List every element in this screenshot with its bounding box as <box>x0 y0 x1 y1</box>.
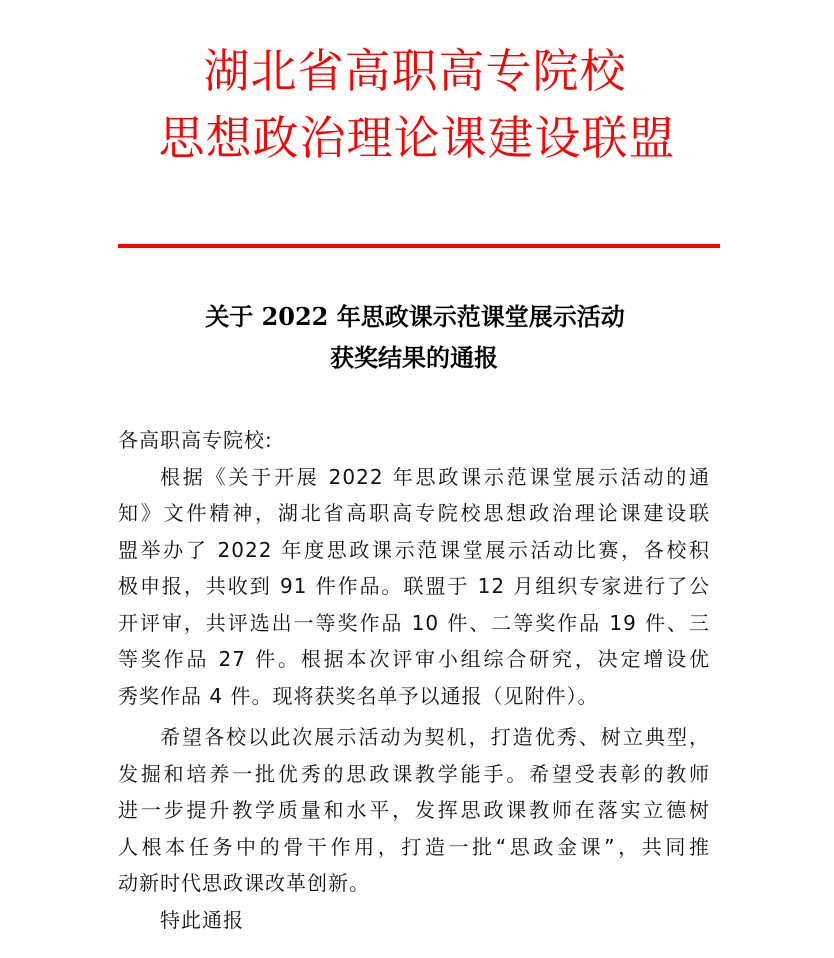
red-header-rule <box>118 244 720 248</box>
paragraph-line: 盟举办了 2022 年度思政课示范课堂展示活动比赛，各校积 <box>118 537 710 562</box>
document-title-line1: 关于 2022 年思政课示范课堂展示活动 <box>205 302 625 331</box>
paragraph-line: 开评审，共评选出一等奖作品 10 件、二等奖作品 19 件、三 <box>118 610 710 635</box>
paragraph-line: 知》文件精神，湖北省高职高专院校思想政治理论课建设联 <box>118 501 710 525</box>
paragraph-line: 等奖作品 27 件。根据本次评审小组综合研究，决定增设优 <box>118 647 710 671</box>
paragraph-line: 秀奖作品 4 件。现将获奖名单予以通报（见附件）。 <box>118 683 599 708</box>
masthead-organization-line1: 湖北省高职高专院校 <box>203 44 627 98</box>
paragraph-line: 发掘和培养一批优秀的思政课教学能手。希望受表彰的教师 <box>118 761 710 786</box>
paragraph-line: 根据《关于开展 2022 年思政课示范课堂展示活动的通 <box>160 464 710 489</box>
paragraph-line: 人根本任务中的骨干作用，打造一批“思政金课”，共同推 <box>118 834 710 859</box>
paragraph-line: 极申报，共收到 91 件作品。联盟于 12 月组织专家进行了公 <box>118 574 710 598</box>
salutation: 各高职高专院校: <box>118 428 273 452</box>
document-title-line2: 获奖结果的通报 <box>330 343 498 372</box>
paragraph-line: 希望各校以此次展示活动为契机，打造优秀、树立典型， <box>160 725 710 749</box>
paragraph-line: 进一步提升教学质量和水平，发挥思政课教师在落实立德树 <box>118 798 710 822</box>
paragraph-expectations <box>118 719 710 902</box>
masthead-organization-line2: 思想政治理论课建设联盟 <box>158 111 676 165</box>
document-body <box>118 422 710 938</box>
closing-remark: 特此通报 <box>160 907 244 932</box>
paragraph-line: 动新时代思政课改革创新。 <box>118 871 370 895</box>
paragraph-announcement <box>118 459 710 715</box>
